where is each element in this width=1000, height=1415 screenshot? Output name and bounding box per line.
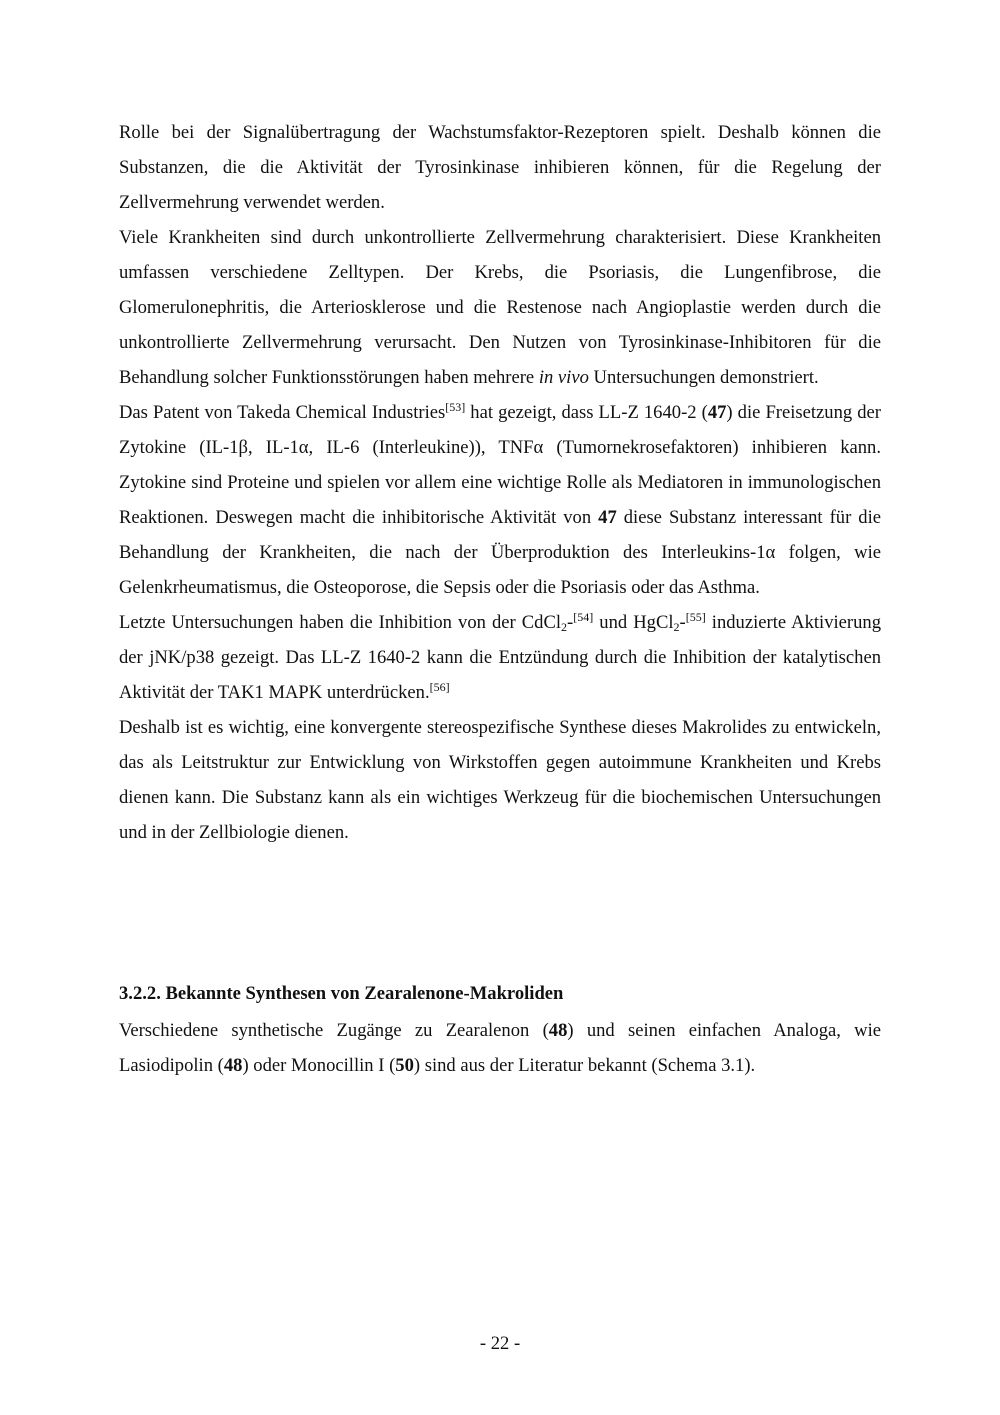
compound-number-47: 47 <box>707 402 727 423</box>
paragraph-recent-studies: Letzte Untersuchungen haben die Inhibition von der CdCl$_2$-[54] und HgCl$_2$-[55] induzierte Aktivierung der jNK/p38 gezeigt. Das LL-Z 1640-2 kann die Entzündung durch die Inhibition der katalytischen Aktivität der TAK1 MAPK unterdrücken.[56] <box>119 610 882 703</box>
compound-number-50: 50 <box>395 1055 414 1076</box>
citation-56: [56] <box>429 680 450 694</box>
paragraph-takeda-patent: Das Patent von Takeda Chemical Industries[53] hat gezeigt, dass LL-Z 1640-2 (47) die Freisetzung der Zytokine (IL-1β, IL-1α, IL-6 (Interleukine)), TNFα (Tumornekrosefaktoren) inhibieren kann. Zytokine sind Proteine und spielen vor allem eine wichtige Rolle als Mediatoren in immunologischen Reaktionen. Deswegen macht die inhibitorische Aktivität von 47 diese Substanz interessant für die Behandlung der Krankheiten, die nach der Überproduktion des Interleukins-1α folgen, wie Gelenkrheumatismus, die Osteoporose, die Sepsis oder die Psoriasis oder das Asthma. <box>119 400 882 598</box>
citation-55: [55] <box>685 610 706 624</box>
paragraph-signal-transduction: Rolle bei der Signalübertragung der Wachstumsfaktor-Rezeptoren spielt. Deshalb können die Substanzen, die die Aktivität der Tyrosinkinase inhibieren können, für die Regelung der Zellvermehrung verwendet werden. <box>119 122 881 213</box>
paragraph-synthesis-importance: Deshalb ist es wichtig, eine konvergente stereospezifische Synthese dieses Makrolides zu entwickeln, das als Leitstruktur zur Entwicklung von Wirkstoffen gegen autoimmune Krankheiten und Krebs dienen kann. Die Substanz kann als ein wichtiges Werkzeug für die biochemischen Untersuchungen und in der Zellbiologie dienen. <box>119 717 881 843</box>
paragraph-diseases: Viele Krankheiten sind durch unkontrollierte Zellvermehrung charakterisiert. Diese Krankheiten umfassen verschiedene Zelltypen. Der Krebs, die Psoriasis, die Lungenfibrose, die Glomerulonephritis, die Arteriosklerose und die Restenose nach Angioplastie werden durch die unkontrollierte Zellvermehrung verursacht. Den Nutzen von Tyrosinkinase-Inhibitoren für die Behandlung solcher Funktionsstörungen haben mehrere in vivo Untersuchungen demonstriert. <box>119 227 881 388</box>
section-heading: 3.2.2. Bekannte Synthesen von Zearalenone-Makroliden <box>119 983 564 1004</box>
page-number: - 22 - <box>479 1333 521 1354</box>
compound-number-47: 47 <box>598 507 617 528</box>
compound-number-48: 48 <box>223 1055 243 1076</box>
citation-54: [54] <box>573 610 594 624</box>
paragraph-synthetic-approaches: Verschiedene synthetische Zugänge zu Zearalenon (48) und seinen einfachen Analoga, wie Lasiodipolin (48) oder Monocillin I (50) sind aus der Literatur bekannt (Schema 3.1). <box>119 1020 882 1076</box>
italic-in-vivo: in vivo <box>538 367 589 388</box>
citation-53: [53] <box>445 400 466 414</box>
compound-number-48: 48 <box>548 1020 568 1041</box>
body-text <box>119 115 881 850</box>
